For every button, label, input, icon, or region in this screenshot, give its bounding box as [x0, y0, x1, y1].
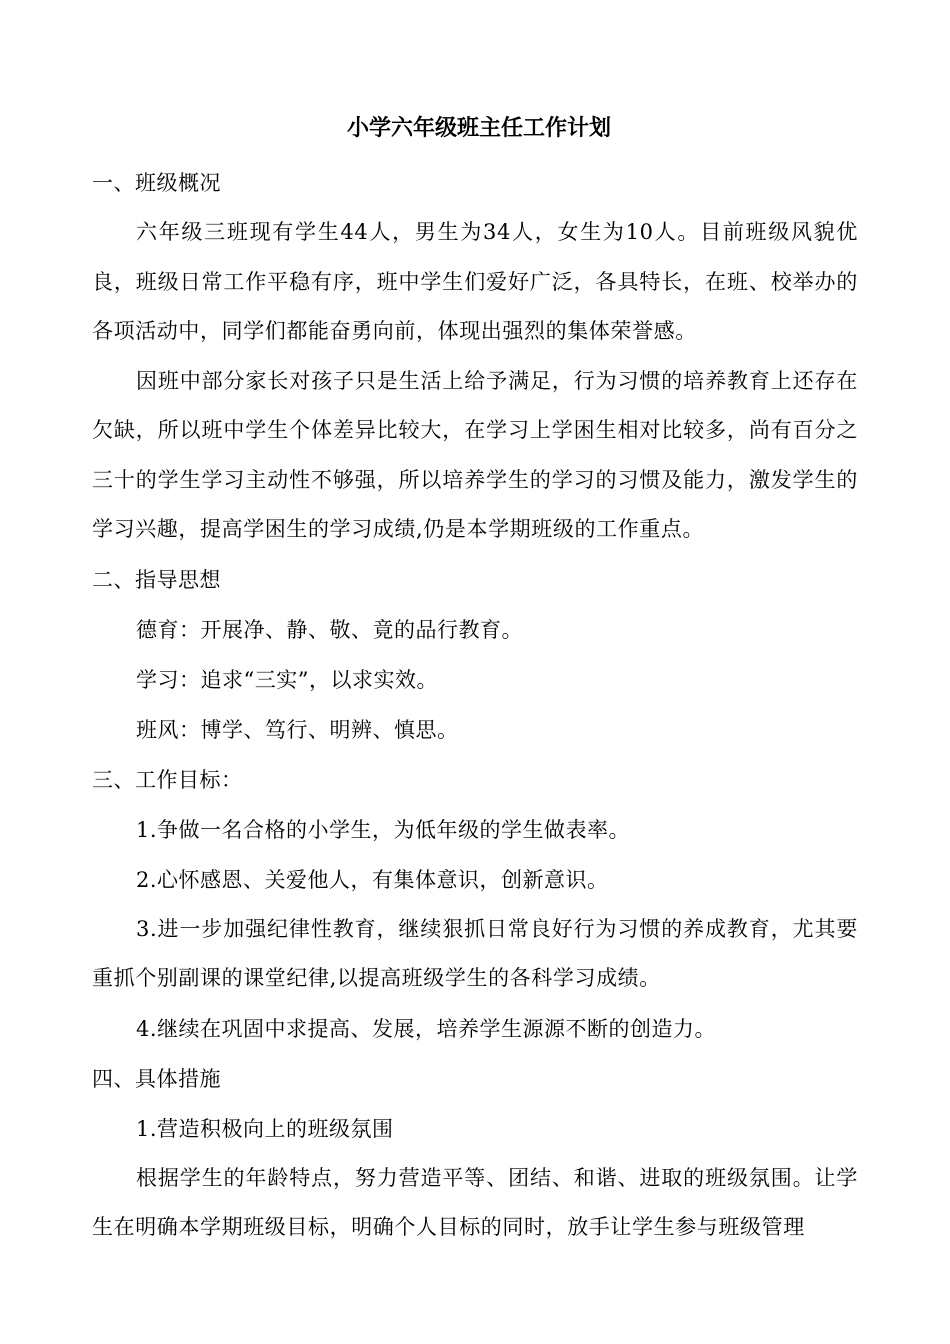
paragraph-class-overview-1: 六年级三班现有学生44人，男生为34人，女生为10人。目前班级风貌优良，班级日常工作平稳有序，班中学生们爱好广泛，各具特长，在班、校举办的各项活动中，同学们都能奋勇向前，体现出强烈的集体荣誉感。: [92, 220, 858, 343]
measure-subheading-1: 1.营造积极向上的班级氛围: [136, 1116, 394, 1141]
work-goal-item-3: 3.进一步加强纪律性教育，继续狠抓日常良好行为习惯的养成教育，尤其要重抓个别副课的课堂纪律,以提高班级学生的各科学习成绩。: [92, 916, 858, 990]
guiding-ideology-study: 学习：追求“三实”，以求实效。: [136, 667, 438, 692]
guiding-ideology-class-style: 班风：博学、笃行、明辨、慎思。: [136, 717, 459, 742]
work-goal-item-4: 4.继续在巩固中求提高、发展，培养学生源源不断的创造力。: [136, 1016, 717, 1041]
section-heading-specific-measures: 四、具体措施: [92, 1066, 221, 1091]
paragraph-class-overview-2: 因班中部分家长对孩子只是生活上给予满足，行为习惯的培养教育上还存在欠缺，所以班中学生个体差异比较大，在学习上学困生相对比较多，尚有百分之三十的学生学习主动性不够强，所以培养学生的学习的习惯及能力，激发学生的学习兴趣，提高学困生的学习成绩,仍是本学期班级的工作重点。: [92, 368, 858, 541]
document-page: [92, 108, 858, 1253]
measure-paragraph-1: 根据学生的年龄特点，努力营造平等、团结、和谐、进取的班级氛围。让学生在明确本学期班级目标，明确个人目标的同时，放手让学生参与班级管理: [92, 1165, 858, 1239]
work-goal-item-2: 2.心怀感恩、关爱他人，有集体意识，创新意识。: [136, 867, 609, 892]
section-heading-class-overview: 一、班级概况: [92, 171, 221, 195]
work-goal-item-1: 1.争做一名合格的小学生，为低年级的学生做表率。: [136, 817, 631, 842]
section-heading-work-goals: 三、工作目标：: [92, 767, 243, 792]
section-heading-guiding-ideology: 二、指导思想: [92, 567, 221, 592]
guiding-ideology-moral: 德育：开展净、静、敬、竟的品行教育。: [136, 617, 523, 642]
document-title: 小学六年级班主任工作计划: [346, 115, 611, 141]
